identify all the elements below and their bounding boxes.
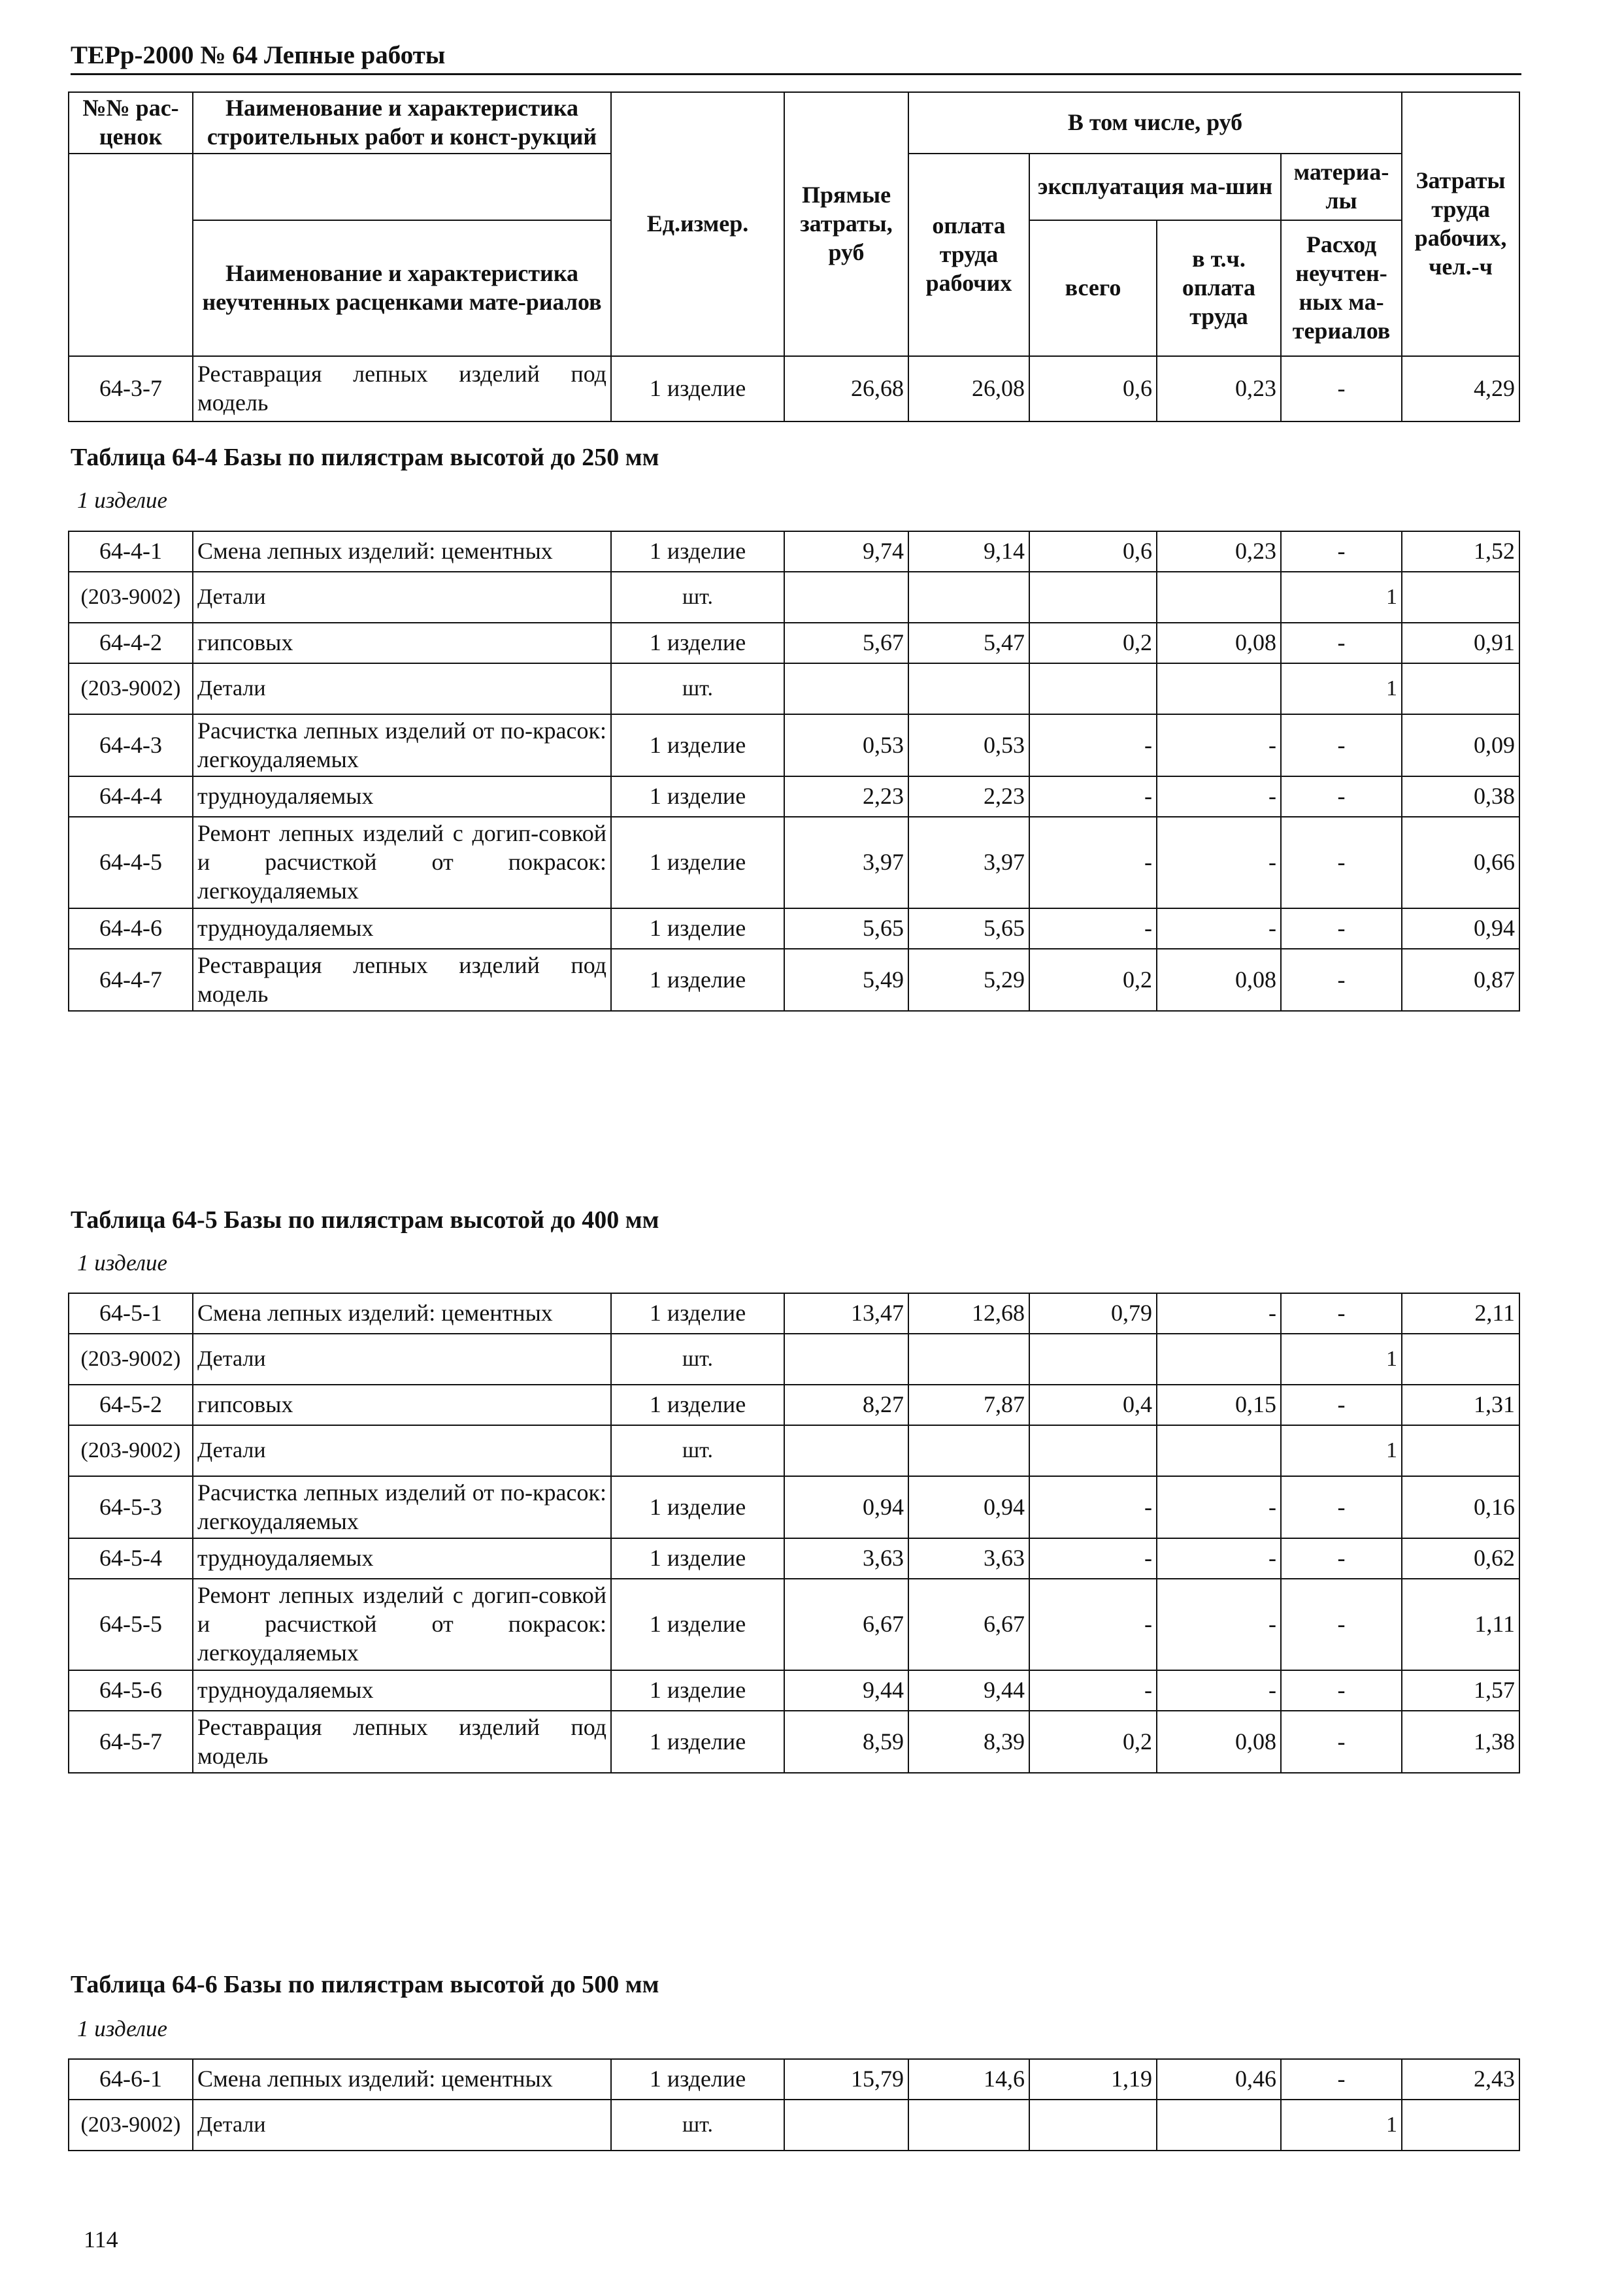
- row-wages: 2,23: [908, 776, 1029, 817]
- row-code: 64-5-1: [69, 1293, 193, 1334]
- col-direct-header: Прямые затраты, руб: [784, 92, 908, 356]
- resource-code: (203-9002): [69, 2100, 193, 2151]
- row-mat: -: [1281, 1670, 1402, 1711]
- row-mat: -: [1281, 714, 1402, 776]
- row-direct: 3,97: [784, 817, 908, 908]
- row-wages: 5,65: [908, 908, 1029, 949]
- row-mat: -: [1281, 1385, 1402, 1425]
- row-mat: -: [1281, 1476, 1402, 1538]
- row-mach: -: [1029, 817, 1157, 908]
- row-mat: -: [1281, 531, 1402, 572]
- resource-unit: шт.: [611, 1334, 784, 1385]
- row-name: гипсовых: [193, 623, 611, 663]
- row-direct: 8,27: [784, 1385, 908, 1425]
- table-64-5-unit-note: 1 изделие: [77, 1250, 168, 1276]
- row-unit: 1 изделие: [611, 949, 784, 1011]
- row-labor: 1,38: [1402, 1711, 1519, 1773]
- resource-mach: [1029, 663, 1157, 714]
- row-direct: 0,94: [784, 1476, 908, 1538]
- row-direct: 0,53: [784, 714, 908, 776]
- row-unit: 1 изделие: [611, 1538, 784, 1579]
- row-mach: 0,79: [1029, 1293, 1157, 1334]
- row-mach: -: [1029, 1670, 1157, 1711]
- row-wages: 0,94: [908, 1476, 1029, 1538]
- resource-wages: [908, 1425, 1029, 1476]
- col-mat-unaccounted-header: Расход неучтен-ных ма-териалов: [1281, 220, 1402, 356]
- row-wages: 12,68: [908, 1293, 1029, 1334]
- resource-unit: шт.: [611, 663, 784, 714]
- row-labor: 2,11: [1402, 1293, 1519, 1334]
- col-code-header-cont: [69, 154, 193, 356]
- row-code: 64-4-2: [69, 623, 193, 663]
- resource-qty: 1: [1281, 1334, 1402, 1385]
- row-mat: -: [1281, 1579, 1402, 1670]
- table-row: [69, 714, 1519, 776]
- resource-name: Детали: [193, 663, 611, 714]
- table-row: [69, 1476, 1519, 1538]
- row-mach-wages: -: [1157, 776, 1281, 817]
- resource-mach-wages: [1157, 2100, 1281, 2151]
- row-mach-wages: 0,08: [1157, 949, 1281, 1011]
- row-direct: 5,67: [784, 623, 908, 663]
- row-mach: 0,2: [1029, 949, 1157, 1011]
- row-mat: -: [1281, 2059, 1402, 2100]
- row-unit: 1 изделие: [611, 817, 784, 908]
- row-wages: 6,67: [908, 1579, 1029, 1670]
- row-labor: 1,52: [1402, 531, 1519, 572]
- row-wages: 8,39: [908, 1711, 1029, 1773]
- resource-code: (203-9002): [69, 572, 193, 623]
- col-mach-total-header: всего: [1029, 220, 1157, 356]
- row-unit: 1 изделие: [611, 714, 784, 776]
- row-labor: 0,91: [1402, 623, 1519, 663]
- resource-labor: [1402, 572, 1519, 623]
- col-res-name-header: Наименование и характеристика неучтенных расценками мате-риалов: [193, 220, 611, 356]
- resource-row: [69, 2100, 1519, 2151]
- row-direct: 5,65: [784, 908, 908, 949]
- resource-unit: шт.: [611, 2100, 784, 2151]
- row-mat: -: [1281, 1293, 1402, 1334]
- row-labor: 1,57: [1402, 1670, 1519, 1711]
- resource-direct: [784, 2100, 908, 2151]
- row-labor: 2,43: [1402, 2059, 1519, 2100]
- row-name: Реставрация лепных изделий под модель: [193, 1711, 611, 1773]
- row-unit: 1 изделие: [611, 776, 784, 817]
- table-64-6-title: Таблица 64-6 Базы по пилястрам высотой до 500 мм: [71, 1971, 659, 1998]
- table-64-4-unit-note: 1 изделие: [77, 487, 168, 513]
- row-labor: 0,94: [1402, 908, 1519, 949]
- col-mach-wages-header: в т.ч. оплата труда: [1157, 220, 1281, 356]
- row-unit: 1 изделие: [611, 1711, 784, 1773]
- row-unit: 1 изделие: [611, 1293, 784, 1334]
- row-labor: 0,66: [1402, 817, 1519, 908]
- col-machines-header: эксплуатация ма-шин: [1029, 154, 1281, 220]
- row-mach: 0,4: [1029, 1385, 1157, 1425]
- row-mach-wages: -: [1157, 817, 1281, 908]
- table-64-5: [68, 1293, 1520, 1773]
- resource-code: (203-9002): [69, 1334, 193, 1385]
- row-mat: -: [1281, 1711, 1402, 1773]
- row-unit: 1 изделие: [611, 2059, 784, 2100]
- row-mach-wages: -: [1157, 1670, 1281, 1711]
- col-name-header: Наименование и характеристика строительных работ и конст-рукций: [193, 92, 611, 154]
- row-name: Смена лепных изделий: цементных: [193, 2059, 611, 2100]
- table-row: [69, 1385, 1519, 1425]
- resource-qty: 1: [1281, 2100, 1402, 2151]
- col-wages-header: оплата труда рабочих: [908, 154, 1029, 356]
- row-labor: 0,38: [1402, 776, 1519, 817]
- table-row: [69, 817, 1519, 908]
- row-mach: 0,6: [1029, 356, 1157, 421]
- row-code: 64-4-1: [69, 531, 193, 572]
- resource-labor: [1402, 1334, 1519, 1385]
- resource-name: Детали: [193, 1334, 611, 1385]
- row-mach-wages: 0,08: [1157, 1711, 1281, 1773]
- row-code: 64-6-1: [69, 2059, 193, 2100]
- row-wages: 9,14: [908, 531, 1029, 572]
- resource-mach-wages: [1157, 572, 1281, 623]
- row-mat: -: [1281, 623, 1402, 663]
- row-mach: 0,6: [1029, 531, 1157, 572]
- table-row: [69, 1579, 1519, 1670]
- resource-direct: [784, 1334, 908, 1385]
- row-code: 64-5-7: [69, 1711, 193, 1773]
- resource-name: Детали: [193, 572, 611, 623]
- row-mat: -: [1281, 908, 1402, 949]
- col-code-header: №№ рас-ценок: [69, 92, 193, 154]
- row-labor: 0,16: [1402, 1476, 1519, 1538]
- row-wages: 9,44: [908, 1670, 1029, 1711]
- row-unit: 1 изделие: [611, 1385, 784, 1425]
- row-mach-wages: 0,23: [1157, 531, 1281, 572]
- row-direct: 6,67: [784, 1579, 908, 1670]
- row-mat: -: [1281, 356, 1402, 421]
- row-direct: 5,49: [784, 949, 908, 1011]
- resource-code: (203-9002): [69, 663, 193, 714]
- table-row: [69, 949, 1519, 1011]
- row-direct: 2,23: [784, 776, 908, 817]
- resource-labor: [1402, 663, 1519, 714]
- resource-mach: [1029, 572, 1157, 623]
- row-labor: 0,09: [1402, 714, 1519, 776]
- row-mach: -: [1029, 1476, 1157, 1538]
- row-mach: -: [1029, 714, 1157, 776]
- row-mach-wages: -: [1157, 1538, 1281, 1579]
- row-code: 64-3-7: [69, 356, 193, 421]
- row-mach-wages: 0,15: [1157, 1385, 1281, 1425]
- resource-mach-wages: [1157, 1334, 1281, 1385]
- row-code: 64-5-3: [69, 1476, 193, 1538]
- row-code: 64-5-5: [69, 1579, 193, 1670]
- row-name: трудноудаляемых: [193, 1538, 611, 1579]
- row-mach: -: [1029, 908, 1157, 949]
- row-mach: -: [1029, 776, 1157, 817]
- row-mach: 0,2: [1029, 1711, 1157, 1773]
- resource-row: [69, 1425, 1519, 1476]
- row-labor: 1,31: [1402, 1385, 1519, 1425]
- row-labor: 1,11: [1402, 1579, 1519, 1670]
- table-row: [69, 531, 1519, 572]
- row-unit: 1 изделие: [611, 531, 784, 572]
- resource-direct: [784, 572, 908, 623]
- col-name-header-cont: [193, 154, 611, 220]
- row-code: 64-4-3: [69, 714, 193, 776]
- resource-mach: [1029, 2100, 1157, 2151]
- row-mach: -: [1029, 1538, 1157, 1579]
- row-labor: 4,29: [1402, 356, 1519, 421]
- row-wages: 5,47: [908, 623, 1029, 663]
- row-wages: 3,97: [908, 817, 1029, 908]
- row-name: гипсовых: [193, 1385, 611, 1425]
- row-wages: 26,08: [908, 356, 1029, 421]
- resource-mach: [1029, 1425, 1157, 1476]
- resource-name: Детали: [193, 2100, 611, 2151]
- header-table: [68, 91, 1520, 422]
- col-labor-header: Затраты труда рабочих, чел.-ч: [1402, 92, 1519, 356]
- row-code: 64-4-4: [69, 776, 193, 817]
- row-direct: 26,68: [784, 356, 908, 421]
- resource-wages: [908, 572, 1029, 623]
- row-direct: 8,59: [784, 1711, 908, 1773]
- table-row: [69, 1538, 1519, 1579]
- resource-name: Детали: [193, 1425, 611, 1476]
- row-mach-wages: -: [1157, 714, 1281, 776]
- row-mach-wages: -: [1157, 1579, 1281, 1670]
- row-name: трудноудаляемых: [193, 908, 611, 949]
- resource-labor: [1402, 2100, 1519, 2151]
- row-name: Смена лепных изделий: цементных: [193, 1293, 611, 1334]
- header-rule: [71, 73, 1521, 75]
- resource-row: [69, 1334, 1519, 1385]
- row-unit: 1 изделие: [611, 1579, 784, 1670]
- table-64-5-title: Таблица 64-5 Базы по пилястрам высотой до 400 мм: [71, 1206, 659, 1234]
- resource-mach-wages: [1157, 1425, 1281, 1476]
- page-number: 114: [84, 2226, 118, 2252]
- resource-direct: [784, 1425, 908, 1476]
- row-mach: 1,19: [1029, 2059, 1157, 2100]
- table-row: [69, 1293, 1519, 1334]
- row-mat: -: [1281, 949, 1402, 1011]
- resource-wages: [908, 663, 1029, 714]
- row-unit: 1 изделие: [611, 356, 784, 421]
- row-mach: -: [1029, 1579, 1157, 1670]
- row-mat: -: [1281, 1538, 1402, 1579]
- col-unit-header: Ед.измер.: [611, 92, 784, 356]
- row-name: Реставрация лепных изделий под модель: [193, 949, 611, 1011]
- row-mach-wages: -: [1157, 1476, 1281, 1538]
- row-name: трудноудаляемых: [193, 776, 611, 817]
- row-mach: 0,2: [1029, 623, 1157, 663]
- row-direct: 13,47: [784, 1293, 908, 1334]
- resource-qty: 1: [1281, 1425, 1402, 1476]
- row-direct: 9,44: [784, 1670, 908, 1711]
- resource-unit: шт.: [611, 1425, 784, 1476]
- row-name: Расчистка лепных изделий от по-красок: легкоудаляемых: [193, 1476, 611, 1538]
- resource-mach-wages: [1157, 663, 1281, 714]
- col-materials-header: материа-лы: [1281, 154, 1402, 220]
- table-row: [69, 2059, 1519, 2100]
- row-code: 64-5-2: [69, 1385, 193, 1425]
- row-labor: 0,87: [1402, 949, 1519, 1011]
- table-row: [69, 623, 1519, 663]
- row-wages: 7,87: [908, 1385, 1029, 1425]
- row-mach-wages: -: [1157, 1293, 1281, 1334]
- table-row: [69, 908, 1519, 949]
- table-64-4: [68, 531, 1520, 1012]
- row-wages: 14,6: [908, 2059, 1029, 2100]
- row-direct: 3,63: [784, 1538, 908, 1579]
- row-code: 64-4-7: [69, 949, 193, 1011]
- resource-code: (203-9002): [69, 1425, 193, 1476]
- row-labor: 0,62: [1402, 1538, 1519, 1579]
- row-wages: 5,29: [908, 949, 1029, 1011]
- row-mat: -: [1281, 817, 1402, 908]
- row-name: Реставрация лепных изделий под модель: [193, 356, 611, 421]
- resource-row: [69, 663, 1519, 714]
- row-name: трудноудаляемых: [193, 1670, 611, 1711]
- resource-qty: 1: [1281, 572, 1402, 623]
- row-name: Ремонт лепных изделий с догип-совкой и расчисткой от покрасок: легкоудаляемых: [193, 817, 611, 908]
- row-mach-wages: 0,46: [1157, 2059, 1281, 2100]
- resource-wages: [908, 1334, 1029, 1385]
- row-unit: 1 изделие: [611, 1670, 784, 1711]
- row-code: 64-4-6: [69, 908, 193, 949]
- row-unit: 1 изделие: [611, 908, 784, 949]
- row-mach-wages: -: [1157, 908, 1281, 949]
- row-code: 64-5-4: [69, 1538, 193, 1579]
- row-code: 64-4-5: [69, 817, 193, 908]
- row-unit: 1 изделие: [611, 1476, 784, 1538]
- resource-row: [69, 572, 1519, 623]
- table-row: [69, 776, 1519, 817]
- resource-qty: 1: [1281, 663, 1402, 714]
- row-name: Расчистка лепных изделий от по-красок: легкоудаляемых: [193, 714, 611, 776]
- table-64-6: [68, 2058, 1520, 2151]
- row-mach-wages: 0,23: [1157, 356, 1281, 421]
- resource-labor: [1402, 1425, 1519, 1476]
- resource-direct: [784, 663, 908, 714]
- row-unit: 1 изделие: [611, 623, 784, 663]
- resource-unit: шт.: [611, 572, 784, 623]
- row-wages: 3,63: [908, 1538, 1029, 1579]
- row-name: Смена лепных изделий: цементных: [193, 531, 611, 572]
- table-row: [69, 1670, 1519, 1711]
- page-header-title: ТЕРр-2000 № 64 Лепные работы: [71, 41, 446, 69]
- resource-mach: [1029, 1334, 1157, 1385]
- table-row: [69, 356, 1519, 421]
- row-mat: -: [1281, 776, 1402, 817]
- row-direct: 15,79: [784, 2059, 908, 2100]
- row-wages: 0,53: [908, 714, 1029, 776]
- col-incl-header: В том числе, руб: [908, 92, 1402, 154]
- row-mach-wages: 0,08: [1157, 623, 1281, 663]
- table-64-4-title: Таблица 64-4 Базы по пилястрам высотой до 250 мм: [71, 444, 659, 471]
- table-row: [69, 1711, 1519, 1773]
- table-64-6-unit-note: 1 изделие: [77, 2016, 168, 2041]
- resource-wages: [908, 2100, 1029, 2151]
- row-direct: 9,74: [784, 531, 908, 572]
- row-code: 64-5-6: [69, 1670, 193, 1711]
- row-name: Ремонт лепных изделий с догип-совкой и расчисткой от покрасок: легкоудаляемых: [193, 1579, 611, 1670]
